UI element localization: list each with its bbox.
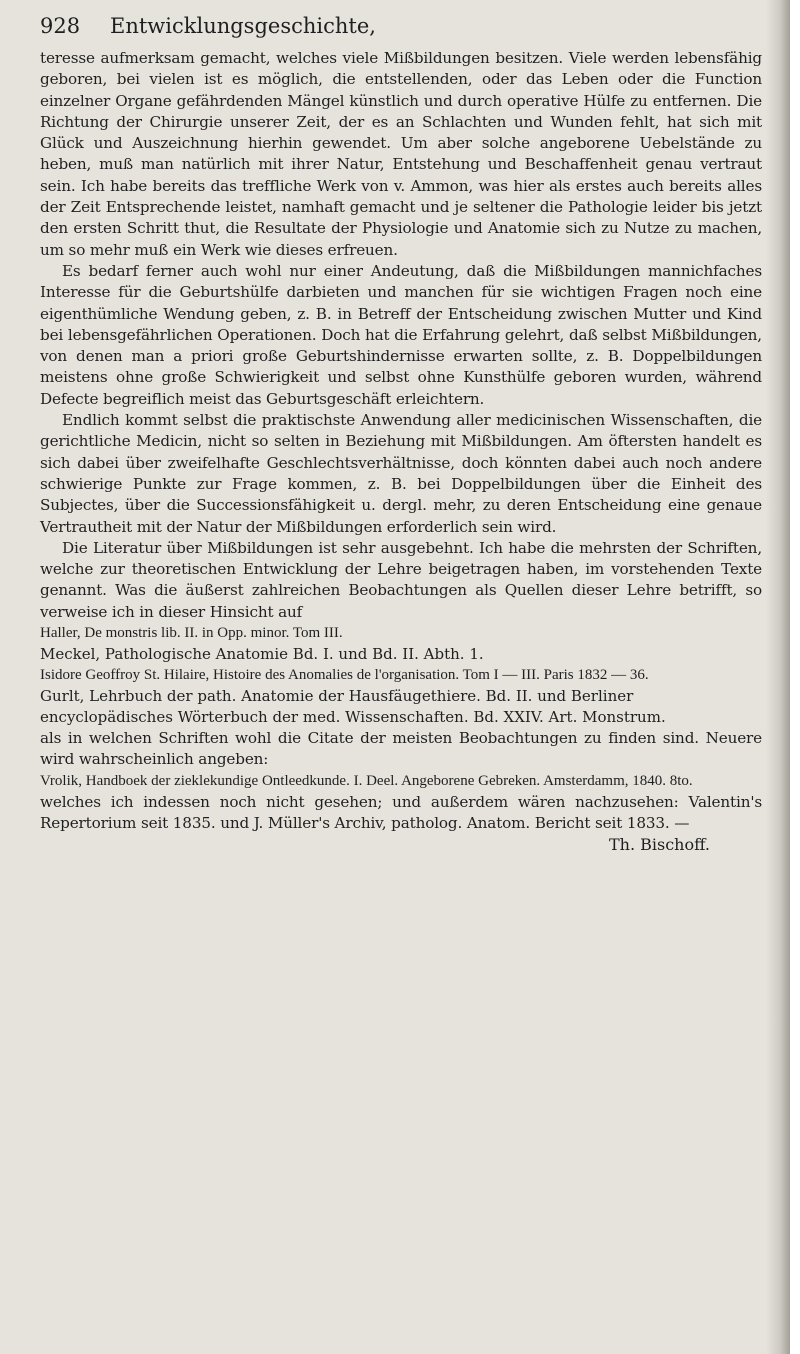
reference-geoffroy: Isidore Geoffroy St. Hilaire, Histoire des Anomalies de l'organisation. Tom I — III. Paris 1832 — 36. bbox=[40, 667, 649, 684]
paragraph-3: Endlich kommt selbst die praktischste Anwendung aller medicinischen Wissenschaften, die gerichtliche Medicin, nicht so selten in Beziehung mit Mißbildungen. Am öftersten handelt es sich dabei über zweifelhafte Geschlechtsverhältnisse, doch könnten dabei auch noch andere schwierige Punkte zur Frage kommen, z. B. bei Doppelbildungen über die Einheit des Subjectes, über die Successionsfähigkeit u. dergl. mehr, zu deren Entscheidung eine genaue Vertrautheit mit der Natur der Mißbildungen erforderlich sein wird. bbox=[40, 411, 762, 536]
paragraph-1: teresse aufmerksam gemacht, welches viele Mißbildungen besitzen. Viele werden lebensfähig geboren, bei vielen ist es möglich, die entstellenden, oder das Leben oder die Function einzelner Organe gefährdenden Mängel künstlich und durch operative Hülfe zu entfernen. Die Richtung der Chirurgie unserer Zeit, der es an Schlachten und Wunden fehlt, hat sich mit Glück und Auszeichnung hierhin gewendet. Um aber solche angeborene Uebelstände zu heben, muß man natürlich mit ihrer Natur, Entstehung und Beschaffenheit genau vertraut sein. Ich habe bereits das treffliche Werk von v. Ammon, was hier als erstes auch bereits alles der Zeit Entsprechende leistet, namhaft gemacht und je seltener die Pathologie leider bis jetzt den ersten Schritt thut, die Resultate der Physiologie und Anatomie sich zu Nutze zu machen, um so mehr muß ein Werk wie dieses erfreuen. bbox=[40, 49, 762, 259]
reference-meckel: Meckel, Pathologische Anatomie Bd. I. und Bd. II. Abth. 1. bbox=[40, 645, 484, 664]
reference-gurlt: Gurlt, Lehrbuch der path. Anatomie der Hausfäugethiere. Bd. II. und Berliner encyclopädisches Wörterbuch der med. Wissenschaften. Bd. XXIV. Art. Monstrum. bbox=[40, 687, 666, 727]
page-number: 928 bbox=[40, 14, 81, 38]
page-edge-shadow bbox=[766, 0, 790, 1354]
page-header bbox=[40, 14, 762, 44]
reference-vrolik: Vrolik, Handboek der zieklekundige Ontleedkunde. I. Deel. Angeborene Gebreken. Amsterdamm, 1840. 8to. bbox=[40, 772, 693, 789]
paragraph-4: Die Literatur über Mißbildungen ist sehr ausgebehnt. Ich habe die mehrsten der Schriften, welche zur theoretischen Entwicklung der Lehre beigetragen haben, im vorstehenden Texte genannt. Was die äußerst zahlreichen Beobachtungen als Quellen dieser Lehre betrifft, so verweise ich in dieser Hinsicht auf bbox=[40, 538, 762, 621]
text-block bbox=[40, 14, 762, 856]
paragraph-5: als in welchen Schriften wohl die Citate der meisten Beobachtungen zu finden sind. Neuere wird wahrscheinlich angeben: bbox=[40, 729, 762, 769]
reference-haller: Haller, De monstris lib. II. in Opp. minor. Tom III. bbox=[40, 625, 343, 642]
paragraph-6: welches ich indessen noch nicht gesehen; und außerdem wären nachzusehen: Valentin's Repertorium seit 1835. und J. Müller's Archiv, patholog. Anatom. Bericht seit 1833. — bbox=[40, 792, 762, 832]
running-title: Entwicklungsgeschichte, bbox=[110, 14, 376, 38]
paragraph-2: Es bedarf ferner auch wohl nur einer Andeutung, daß die Mißbildungen mannichfaches Interesse für die Geburtshülfe darbieten und manchen für sie wichtigen Fragen noch eine eigenthümliche Wendung geben, z. B. in Betreff der Entscheidung zwischen Mutter und Kind bei lebensgefährlichen Operationen. Doch hat die Erfahrung gelehrt, daß selbst Mißbildungen, von denen man a priori große Geburtshindernisse erwarten sollte, z. B. Doppelbildungen meistens ohne große Schwierigkeit und selbst ohne Kunsthülfe geboren wurden, während Defecte begreiflich meist das Geburtsgeschäft erleichtern. bbox=[40, 261, 762, 408]
author-signature: Th. Bischoff. bbox=[608, 835, 710, 855]
